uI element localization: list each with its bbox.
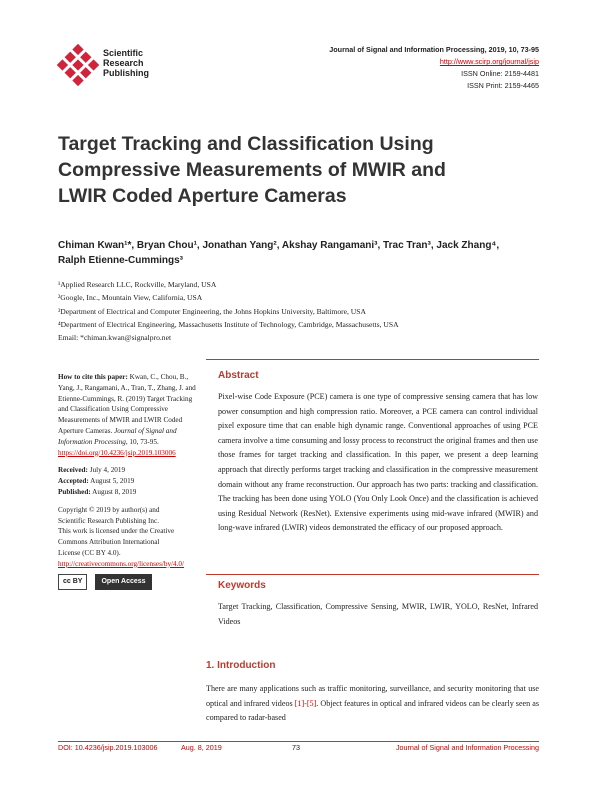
title-line-1: Target Tracking and Classification Using [58, 133, 434, 155]
affiliation-1: ¹Applied Research LLC, Rockville, Maryland, USA [58, 280, 217, 289]
issn-online: ISSN Online: 2159-4481 [461, 69, 539, 78]
license-line-1: This work is licensed under the Creative [58, 527, 175, 536]
publisher-logo [57, 44, 99, 86]
article-info-sidebar [58, 372, 196, 590]
journal-header [329, 44, 539, 92]
received-date: Received: July 4, 2019 [58, 466, 126, 475]
introduction-heading: 1. Introduction [206, 660, 276, 671]
email: Email: *chiman.kwan@signalpro.net [58, 333, 172, 343]
keywords-text: Target Tracking, Classification, Compressive Sensing, MWIR, LWIR, YOLO, ResNet, Infrared Videos [218, 602, 538, 626]
affiliation-list [58, 278, 538, 344]
copyright-line-2: Scientific Research Publishing Inc. [58, 516, 160, 525]
accepted-date: Accepted: August 5, 2019 [58, 477, 135, 486]
page-number: 73 [292, 743, 300, 752]
title-line-2: Compressive Measurements of MWIR and [58, 159, 446, 181]
footer-journal: Journal of Signal and Information Processing [395, 743, 539, 752]
author-list [58, 238, 538, 268]
affiliation-2: ²Google, Inc., Mountain View, California, USA [58, 293, 203, 303]
keywords-divider [206, 574, 539, 575]
authors-line-2: Ralph Etienne-Cummings³ [58, 255, 184, 266]
reference-link[interactable]: [1]-[5] [294, 698, 317, 708]
intro-text-b: . Object features in optical and infrared videos can be clearly seen as compared to radar-based [206, 698, 539, 723]
introduction-text [206, 682, 539, 726]
publisher-name-line2: Research [103, 58, 144, 68]
title-line-3: LWIR Coded Aperture Cameras [58, 185, 347, 207]
keywords-heading: Keywords [218, 580, 266, 591]
publisher-name-line1: Scientific [103, 48, 144, 58]
footer-doi[interactable]: DOI: 10.4236/jsip.2019.103006 [58, 743, 158, 752]
affiliation-4: ⁴Department of Electrical Engineering, Massachusetts Institute of Technology, Cambridge, Massachusetts, USA [58, 319, 399, 329]
intro-text-a: There are many applications such as traffic monitoring, surveillance, and security monitoring that use optical and infrared videos [206, 684, 539, 708]
cite-text: Kwan, C., Chou, B., Yang, J., Rangamani, A., Tran, T., Zhang, J. and Etienne-Cummings, R. (2019) Target Tracking and Classification Using Compressive Measurements of MWIR and LWIR Coded Aperture Cameras. [58, 373, 196, 435]
authors-line-1: Chiman Kwan¹*, Bryan Chou¹, Jonathan Yang², Akshay Rangamani³, Trac Tran³, Jack Zhang⁴, [58, 240, 500, 251]
section-divider [206, 359, 539, 360]
publisher-name-line3: Publishing [103, 68, 149, 78]
logo-diamond-icon [57, 44, 99, 86]
license-url-link[interactable]: http://creativecommons.org/licenses/by/4.0/ [58, 559, 185, 568]
open-access-badge: Open Access [95, 574, 151, 591]
abstract-heading: Abstract [218, 370, 259, 381]
abstract-text: Pixel-wise Code Exposure (PCE) camera is one type of compressive sensing camera that has low power consumption and high compression ratio. Moreover, a PCE camera can control individual pixel exposure time that can enable high dynamic range. Conventional approaches of using PCE camera involve a time consuming and lossy process to reconstruct the original frames and then use those frames for target tracking and classification. In this paper, we present a deep learning approach that directly performs target tracking and classification in the compressive measurement domain without any frame reconstruction. Our approach has two parts: tracking and classification. The tracking has been done using YOLO (You Only Look Once) and the classification is achieved using Residual Network (ResNet). Extensive experiments using mid-wave infrared (MWIR) and long-wave infrared (LWIR) videos demonstrated the efficacy of our proposed approach. [218, 392, 538, 533]
affiliation-3: ³Department of Electrical and Computer Engineering, the Johns Hopkins University, Baltimore, USA [58, 306, 366, 316]
copyright-line-1: Copyright © 2019 by author(s) and [58, 505, 160, 514]
cite-volume: , 10, 73-95. [125, 437, 159, 446]
cite-journal: Journal of Signal and Information Processing [58, 426, 177, 446]
license-line-3: License (CC BY 4.0). [58, 548, 121, 557]
cite-label: How to cite this paper: [58, 373, 128, 381]
paper-title [58, 131, 538, 209]
published-date: Published: August 8, 2019 [58, 487, 137, 496]
footer-date: Aug. 8, 2019 [181, 743, 222, 752]
footer-divider [58, 741, 539, 742]
issn-print: ISSN Print: 2159-4465 [467, 81, 539, 90]
journal-url-link[interactable]: http://www.scirp.org/journal/jsip [439, 57, 539, 66]
cite-doi-link[interactable]: https://doi.org/10.4236/jsip.2019.103006 [58, 448, 176, 457]
license-line-2: Commons Attribution International [58, 538, 160, 547]
publisher-name [103, 48, 149, 78]
citation-block [58, 372, 196, 458]
journal-line: Journal of Signal and Information Processing, 2019, 10, 73-95 [329, 45, 539, 54]
cc-by-badge-icon[interactable]: cc BY [58, 574, 87, 591]
